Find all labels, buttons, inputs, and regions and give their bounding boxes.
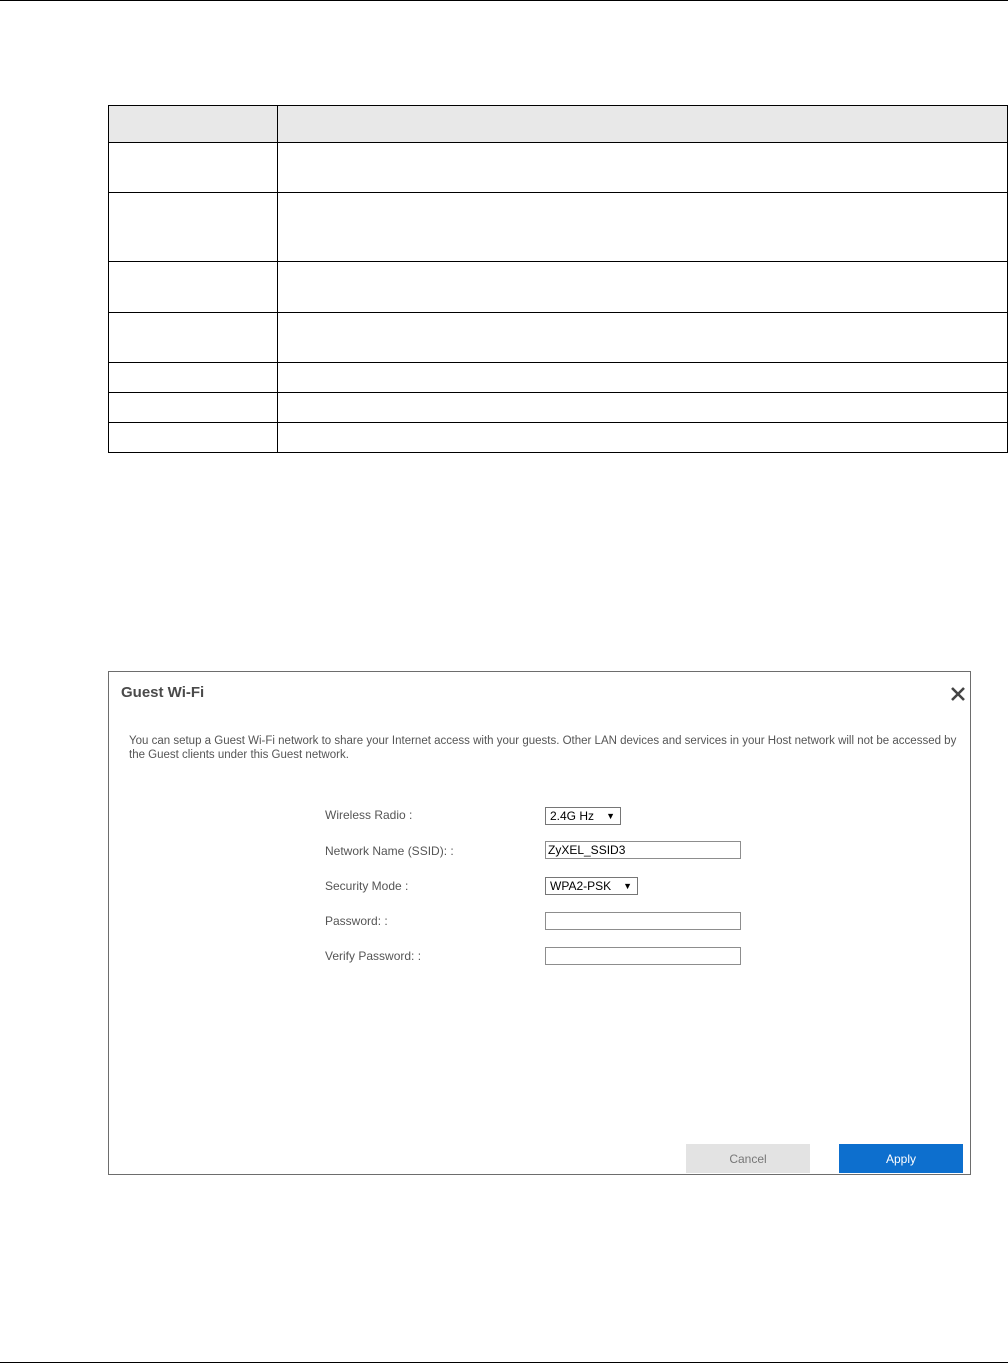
security-mode-select[interactable] [545, 877, 638, 895]
cancel-button[interactable]: Cancel [686, 1144, 810, 1173]
password-label: Password: : [325, 914, 388, 928]
guest-wifi-dialog [108, 671, 971, 1175]
verify-password-label: Verify Password: : [325, 949, 422, 963]
table-row [109, 143, 1008, 193]
table-cell [278, 363, 1008, 393]
close-icon[interactable] [949, 685, 967, 703]
security-mode-label: Security Mode : [325, 879, 409, 893]
table-row [109, 363, 1008, 393]
page-top-rule [0, 0, 1008, 1]
table-cell [109, 193, 278, 262]
table-header-cell [278, 106, 1008, 143]
table-cell [278, 313, 1008, 363]
table-row [109, 193, 1008, 262]
table-cell [109, 143, 278, 193]
dialog-description: You can setup a Guest Wi-Fi network to share your Internet access with your guests. Other LAN devices and services in your Host network will not be accessed by the Guest clients under this Guest network. [129, 735, 957, 761]
verify-password-input[interactable] [545, 947, 741, 965]
table-row [109, 393, 1008, 423]
table-cell [278, 423, 1008, 453]
table-cell [278, 262, 1008, 313]
wireless-radio-value: 2.4G Hz [550, 809, 595, 823]
apply-button[interactable]: Apply [839, 1144, 963, 1173]
table-row [109, 313, 1008, 363]
table-header-row [109, 106, 1008, 143]
chevron-down-icon: ▼ [623, 881, 632, 891]
network-name-input[interactable] [545, 841, 741, 859]
table-cell [109, 393, 278, 423]
table-cell [278, 143, 1008, 193]
dialog-title: Guest Wi-Fi [121, 684, 205, 701]
chevron-down-icon: ▼ [606, 811, 615, 821]
table-cell [109, 313, 278, 363]
table-header-cell [109, 106, 278, 143]
table-row [109, 423, 1008, 453]
table-cell [109, 423, 278, 453]
security-mode-value: WPA2-PSK [550, 879, 612, 893]
table-cell [278, 193, 1008, 262]
page-bottom-rule [0, 1362, 1008, 1363]
description-table [108, 105, 1008, 453]
network-name-label: Network Name (SSID): : [325, 844, 454, 858]
wireless-radio-label: Wireless Radio : [325, 808, 413, 822]
password-input[interactable] [545, 912, 741, 930]
wireless-radio-select[interactable] [545, 807, 621, 825]
table-cell [109, 363, 278, 393]
table-row [109, 262, 1008, 313]
table-cell [109, 262, 278, 313]
table-cell [278, 393, 1008, 423]
